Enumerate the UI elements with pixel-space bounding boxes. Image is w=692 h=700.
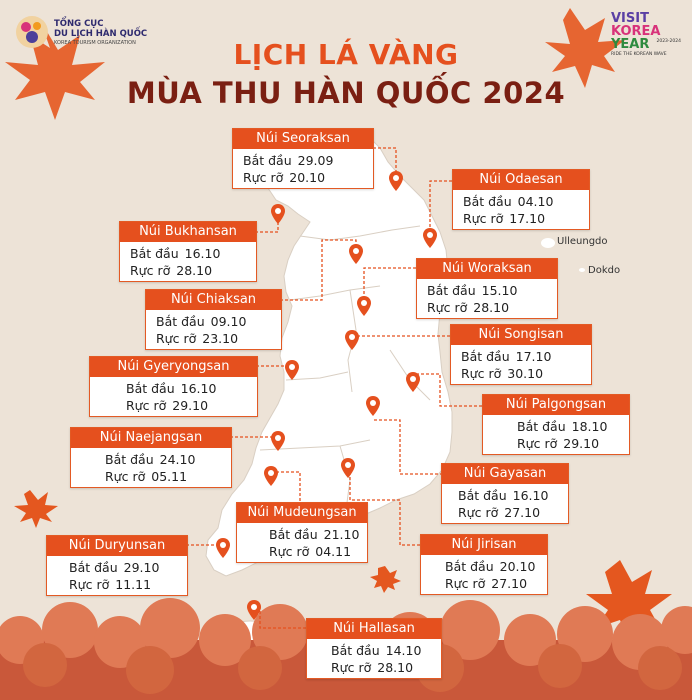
- logo-tagline: RIDE THE KOREAN WAVE: [611, 52, 667, 57]
- start-label: Bắt đầu: [69, 560, 118, 575]
- start-date: 29.10: [123, 560, 160, 575]
- peak-label: Rực rỡ: [461, 366, 502, 381]
- ulleungdo-label: Ulleungdo: [557, 236, 608, 247]
- card-title: Núi Woraksan: [417, 259, 557, 279]
- card-songisan: [450, 324, 592, 385]
- card-mudeungsan: [236, 502, 368, 563]
- card-title: Núi Seoraksan: [233, 129, 373, 149]
- peak-label: Rực rỡ: [331, 660, 372, 675]
- card-title: Núi Palgongsan: [483, 395, 629, 415]
- peak-date: 20.10: [289, 170, 326, 185]
- ulleungdo-island: [541, 238, 555, 248]
- peak-label: Rực rỡ: [126, 398, 167, 413]
- map-pin-icon: [264, 466, 278, 486]
- peak-date: 05.11: [151, 469, 188, 484]
- card-duryunsan: [46, 535, 188, 596]
- start-label: Bắt đầu: [445, 559, 494, 574]
- start-date: 24.10: [159, 452, 196, 467]
- logo-year: YEAR: [611, 37, 650, 52]
- start-date: 17.10: [515, 349, 552, 364]
- peak-label: Rực rỡ: [445, 576, 486, 591]
- card-title: Núi Chiaksan: [146, 290, 281, 310]
- logo-korea: KOREA: [611, 24, 661, 39]
- peak-label: Rực rỡ: [517, 436, 558, 451]
- peak-date: 27.10: [504, 505, 541, 520]
- start-date: 16.10: [180, 381, 217, 396]
- peak-date: 28.10: [473, 300, 510, 315]
- peak-date: 17.10: [509, 211, 546, 226]
- card-title: Núi Gyeryongsan: [90, 357, 257, 377]
- start-date: 15.10: [481, 283, 518, 298]
- map-pin-icon: [345, 330, 359, 350]
- card-woraksan: [416, 258, 558, 319]
- peak-date: 29.10: [563, 436, 600, 451]
- peak-label: Rực rỡ: [69, 577, 110, 592]
- card-jirisan: [420, 534, 548, 595]
- map-pin-icon: [341, 458, 355, 478]
- card-title: Núi Songisan: [451, 325, 591, 345]
- dokdo-island: [579, 268, 585, 272]
- start-label: Bắt đầu: [269, 527, 318, 542]
- map-pin-icon: [349, 244, 363, 264]
- card-naejangsan: [70, 427, 232, 488]
- logo-line-3: KOREA TOURISM ORGANIZATION: [54, 40, 136, 46]
- page-title: LỊCH LÁ VÀNG: [233, 38, 459, 71]
- card-gayasan: [441, 463, 569, 524]
- card-gyeryongsan: [89, 356, 258, 417]
- start-date: 16.10: [184, 246, 221, 261]
- map-pin-icon: [271, 204, 285, 224]
- card-hallasan: [306, 618, 442, 679]
- start-label: Bắt đầu: [126, 381, 175, 396]
- start-date: 20.10: [499, 559, 536, 574]
- peak-date: 30.10: [507, 366, 544, 381]
- start-label: Bắt đầu: [331, 643, 380, 658]
- logo-years: 2023-2024: [656, 39, 681, 44]
- start-label: Bắt đầu: [156, 314, 205, 329]
- card-title: Núi Gayasan: [442, 464, 568, 484]
- map-pin-icon: [271, 431, 285, 451]
- page-subtitle: MÙA THU HÀN QUỐC 2024: [126, 76, 566, 110]
- card-title: Núi Jirisan: [421, 535, 547, 555]
- card-palgongsan: [482, 394, 630, 455]
- start-date: 16.10: [512, 488, 549, 503]
- start-date: 09.10: [210, 314, 247, 329]
- peak-date: 11.11: [115, 577, 152, 592]
- start-date: 21.10: [323, 527, 360, 542]
- peak-date: 23.10: [202, 331, 239, 346]
- start-label: Bắt đầu: [105, 452, 154, 467]
- logo-visit: VISIT: [611, 11, 649, 26]
- start-label: Bắt đầu: [461, 349, 510, 364]
- card-title: Núi Duryunsan: [47, 536, 187, 556]
- dokdo-label: Dokdo: [588, 265, 621, 276]
- map-pin-icon: [389, 171, 403, 191]
- card-chiaksan: [145, 289, 282, 350]
- maple-leaf-left: [14, 490, 58, 528]
- start-date: 29.09: [297, 153, 334, 168]
- logo-line-1: TỔNG CỤC: [54, 19, 104, 29]
- peak-label: Rực rỡ: [458, 505, 499, 520]
- map-pin-icon: [216, 538, 230, 558]
- start-label: Bắt đầu: [463, 194, 512, 209]
- card-title: Núi Bukhansan: [120, 222, 256, 242]
- map-pin-icon: [285, 360, 299, 380]
- peak-label: Rực rỡ: [156, 331, 197, 346]
- start-date: 18.10: [571, 419, 608, 434]
- map-pin-icon: [366, 396, 380, 416]
- peak-date: 27.10: [491, 576, 528, 591]
- peak-label: Rực rỡ: [105, 469, 146, 484]
- start-label: Bắt đầu: [130, 246, 179, 261]
- card-title: Núi Mudeungsan: [237, 503, 367, 523]
- start-label: Bắt đầu: [243, 153, 292, 168]
- start-label: Bắt đầu: [458, 488, 507, 503]
- peak-date: 28.10: [176, 263, 213, 278]
- map-pin-icon: [406, 372, 420, 392]
- logo-line-2: DU LỊCH HÀN QUỐC: [54, 29, 148, 39]
- card-title: Núi Odaesan: [453, 170, 589, 190]
- start-date: 14.10: [385, 643, 422, 658]
- peak-date: 29.10: [172, 398, 209, 413]
- start-label: Bắt đầu: [517, 419, 566, 434]
- card-odaesan: [452, 169, 590, 230]
- card-title: Núi Hallasan: [307, 619, 441, 639]
- card-title: Núi Naejangsan: [71, 428, 231, 448]
- peak-label: Rực rỡ: [427, 300, 468, 315]
- map-pin-icon: [357, 296, 371, 316]
- start-date: 04.10: [517, 194, 554, 209]
- start-label: Bắt đầu: [427, 283, 476, 298]
- peak-label: Rực rỡ: [243, 170, 284, 185]
- peak-label: Rực rỡ: [269, 544, 310, 559]
- peak-date: 04.11: [315, 544, 352, 559]
- card-bukhansan: [119, 221, 257, 282]
- card-seoraksan: [232, 128, 374, 189]
- peak-date: 28.10: [377, 660, 414, 675]
- maple-leaf-small: [370, 566, 401, 593]
- peak-label: Rực rỡ: [463, 211, 504, 226]
- peak-label: Rực rỡ: [130, 263, 171, 278]
- map-pin-icon: [423, 228, 437, 248]
- map-pin-icon: [247, 600, 261, 620]
